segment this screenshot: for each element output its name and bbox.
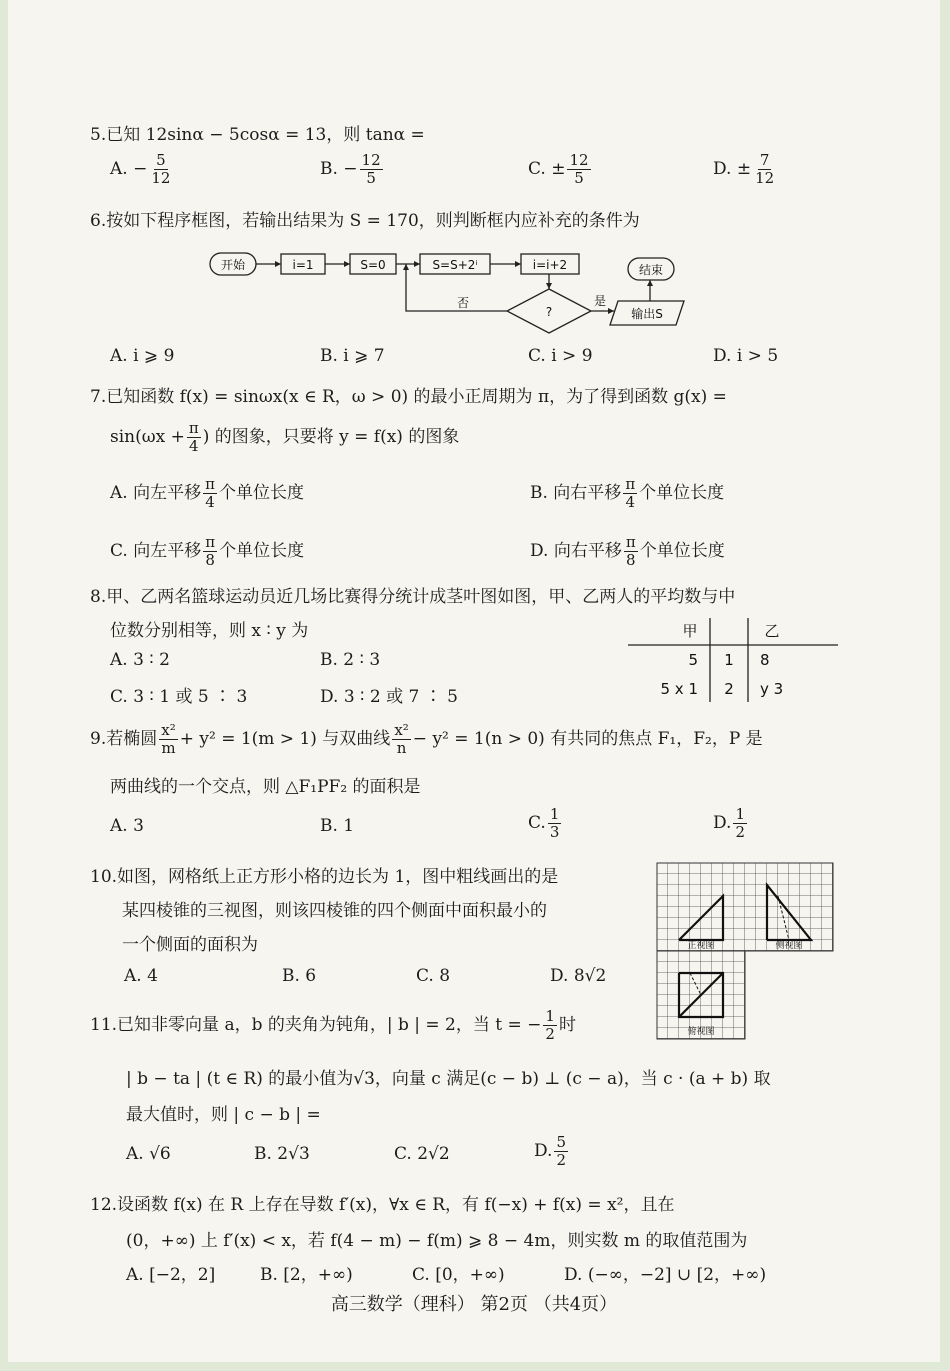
- q6-option-a: A. i ⩾ 9: [110, 346, 175, 366]
- q6-option-b: B. i ⩾ 7: [320, 346, 385, 366]
- q12-option-c: C. [0，+∞): [412, 1265, 505, 1285]
- flow-decision: ?: [545, 305, 553, 319]
- q9-c-den: 3: [549, 823, 560, 841]
- flow-start: 开始: [220, 258, 246, 272]
- exam-page: [8, 0, 940, 1362]
- flow-end: 结束: [638, 263, 664, 277]
- q7-option-d: [530, 534, 725, 569]
- q6-stem: 6.按如下程序框图，若输出结果为 S = 170，则判断框内应补充的条件为: [90, 211, 640, 231]
- q7-a-num: π: [205, 475, 215, 493]
- q9-option-d: [713, 806, 749, 841]
- q11-option-d: [534, 1134, 570, 1169]
- q5-option-c-label: C. ±: [528, 159, 566, 179]
- q9-d-den: 2: [735, 823, 745, 841]
- q11-d-label: D.: [534, 1141, 553, 1161]
- q11-stem-line2: | b − ta | (t ∈ R) 的最小值为√3，向量 c 满足(c − b) ⊥ (c − a)，当 c · (a + b) 取: [126, 1069, 771, 1089]
- flow-yes-label: 是: [593, 294, 607, 308]
- q5-a-den: 12: [151, 169, 171, 187]
- q11-option-b: B. 2√3: [254, 1144, 310, 1164]
- q10-option-d: D. 8√2: [550, 966, 607, 986]
- q11-option-c: C. 2√2: [394, 1144, 450, 1164]
- q12-option-a: A. [−2，2]: [126, 1265, 216, 1285]
- q9-c-label: C.: [528, 813, 546, 833]
- q9-d-label: D.: [713, 813, 732, 833]
- q5-a-num: 5: [156, 151, 166, 169]
- q10-stem-line3: 一个侧面的面积为: [122, 935, 258, 955]
- q8-option-c: C. 3 ∶ 1 或 5 ∶ 3: [110, 687, 248, 707]
- q12-stem-line2: (0，+∞) 上 f′(x) < x，若 f(4 − m) − f(m) ⩾ 8 − 4m，则实数 m 的取值范围为: [126, 1231, 748, 1251]
- q8-stem-line2: 位数分别相等，则 x ∶ y 为: [110, 621, 309, 641]
- q11-d-den: 2: [556, 1151, 566, 1169]
- q7-stem-line1: 7.已知函数 f(x) = sinωx(x ∈ R，ω > 0) 的最小正周期为 π，为了得到函数 g(x) =: [90, 387, 727, 407]
- flow-init-i: i=1: [292, 258, 314, 272]
- q11-post: 时: [558, 1015, 576, 1035]
- q5-option-b-label: B. −: [320, 159, 358, 179]
- flow-update-s: S=S+2ⁱ: [432, 258, 478, 272]
- q5-option-a: [110, 152, 174, 187]
- q9-mid: + y² = 1(m > 1) 与双曲线: [179, 729, 391, 749]
- q12-option-b: B. [2，+∞): [260, 1265, 353, 1285]
- q9-option-c: [528, 806, 563, 841]
- q5-stem: 5.已知 12sinα − 5cosα = 13，则 tanα =: [90, 125, 425, 145]
- q5-c-num: 12: [569, 151, 589, 169]
- q5-option-d-label: D. ±: [713, 159, 752, 179]
- q7-line2-den: 4: [189, 437, 199, 455]
- q9-post: − y² = 1(n > 0) 有共同的焦点 F₁，F₂，P 是: [412, 729, 763, 749]
- q10-option-c: C. 8: [416, 966, 451, 986]
- q8-option-d: D. 3 ∶ 2 或 7 ∶ 5: [320, 687, 458, 707]
- q5-option-a-label: A. −: [110, 159, 148, 179]
- stem-leaf-plot: [620, 612, 842, 704]
- q7-a-den: 4: [205, 493, 215, 511]
- q10-stem-line1: 10.如图，网格纸上正方形小格的边长为 1，图中粗线画出的是: [90, 867, 559, 887]
- q6-option-d: D. i > 5: [713, 346, 779, 366]
- q11-option-a: A. √6: [126, 1144, 171, 1164]
- q5-b-den: 5: [366, 169, 376, 187]
- q7-option-c: [110, 534, 304, 569]
- view-top-label: 俯视图: [687, 1027, 715, 1037]
- q10-stem-line2: 某四棱锥的三视图，则该四棱锥的四个侧面中面积最小的: [122, 901, 547, 921]
- q10-option-a: A. 4: [124, 966, 158, 986]
- q6-flowchart: [198, 245, 698, 340]
- q5-c-den: 5: [574, 169, 584, 187]
- flow-output: 输出S: [631, 307, 663, 321]
- q12-stem-line1: 12.设函数 f(x) 在 R 上存在导数 f′(x)，∀x ∈ R，有 f(−x) + f(x) = x²，且在: [90, 1195, 675, 1215]
- q9-ellipse-den: m: [161, 739, 176, 757]
- stem-row2-stem: 2: [724, 680, 734, 698]
- flow-no-label: 否: [456, 296, 470, 310]
- q7-c-post: 个单位长度: [219, 541, 305, 561]
- q7-d-post: 个单位长度: [639, 541, 725, 561]
- stem-row2-left: 5 x 1: [660, 680, 698, 698]
- q11-t-den: 2: [545, 1025, 555, 1043]
- q11-stem-line1: [90, 1008, 576, 1043]
- q7-c-pre: C. 向左平移: [110, 541, 202, 561]
- q12-option-d: D. (−∞，−2] ∪ [2，+∞): [564, 1265, 767, 1285]
- q9-ellipse-num: x²: [161, 721, 176, 739]
- q7-d-pre: D. 向右平移: [530, 541, 622, 561]
- q5-d-num: 7: [759, 151, 770, 169]
- q9-d-num: 1: [735, 805, 745, 823]
- q9-pre: 9.若椭圆: [90, 729, 158, 749]
- q11-t-num: 1: [545, 1007, 555, 1025]
- q10-option-b: B. 6: [282, 966, 317, 986]
- q7-d-num: π: [625, 533, 636, 551]
- q5-option-c: [528, 152, 593, 187]
- view-side-label: 侧视图: [775, 941, 803, 951]
- q9-option-b: B. 1: [320, 816, 355, 836]
- q9-c-num: 1: [549, 805, 560, 823]
- q11-stem-line3: 最大值时，则 | c − b | =: [126, 1105, 321, 1125]
- q9-stem-line2: 两曲线的一个交点，则 △F₁PF₂ 的面积是: [110, 777, 421, 797]
- q8-option-b: B. 2 ∶ 3: [320, 650, 381, 670]
- q11-d-num: 5: [556, 1133, 566, 1151]
- stem-left-head: 甲: [682, 622, 698, 640]
- q5-option-b: [320, 152, 385, 187]
- q9-option-a: A. 3: [110, 816, 144, 836]
- q7-b-pre: B. 向右平移: [530, 483, 622, 503]
- flow-update-i: i=i+2: [532, 258, 568, 272]
- stem-row2-right: y 3: [760, 680, 784, 698]
- q9-stem-line1: [90, 722, 763, 757]
- q7-c-den: 8: [205, 551, 215, 569]
- q7-b-post: 个单位长度: [639, 483, 725, 503]
- page-footer: 高三数学（理科） 第2页 （共4页）: [330, 1294, 618, 1315]
- q5-b-num: 12: [361, 151, 381, 169]
- stem-row1-left: 5: [688, 651, 698, 669]
- q7-a-post: 个单位长度: [218, 483, 304, 503]
- stem-right-head: 乙: [764, 622, 780, 640]
- three-view-grid: [656, 862, 838, 1040]
- flow-init-s: S=0: [360, 258, 386, 272]
- q7-c-num: π: [205, 533, 216, 551]
- stem-row1-right: 8: [760, 651, 770, 669]
- q6-option-c: C. i > 9: [528, 346, 593, 366]
- q7-d-den: 8: [626, 551, 636, 569]
- q9-hyper-den: n: [396, 739, 407, 757]
- q9-hyper-num: x²: [394, 721, 409, 739]
- q7-b-den: 4: [625, 493, 636, 511]
- q8-stem-line1: 8.甲、乙两名篮球运动员近几场比赛得分统计成茎叶图如图，甲、乙两人的平均数与中: [90, 587, 736, 607]
- view-front-label: 正视图: [687, 941, 715, 951]
- q7-stem-line2: [110, 420, 459, 455]
- q7-option-a: [110, 476, 304, 511]
- q11-pre: 11.已知非零向量 a，b 的夹角为钝角，| b | = 2，当 t = −: [90, 1015, 542, 1035]
- q7-line2-post: ) 的图象，只要将 y = f(x) 的图象: [202, 427, 460, 447]
- stem-row1-stem: 1: [724, 651, 734, 669]
- q5-option-d: [713, 152, 778, 187]
- q7-line2-pre: sin(ωx +: [110, 427, 185, 447]
- q7-option-b: [530, 476, 724, 511]
- q5-d-den: 12: [755, 169, 775, 187]
- q7-a-pre: A. 向左平移: [110, 483, 202, 503]
- q8-option-a: A. 3 ∶ 2: [110, 650, 170, 670]
- q7-line2-num: π: [188, 419, 199, 437]
- q7-b-num: π: [625, 475, 636, 493]
